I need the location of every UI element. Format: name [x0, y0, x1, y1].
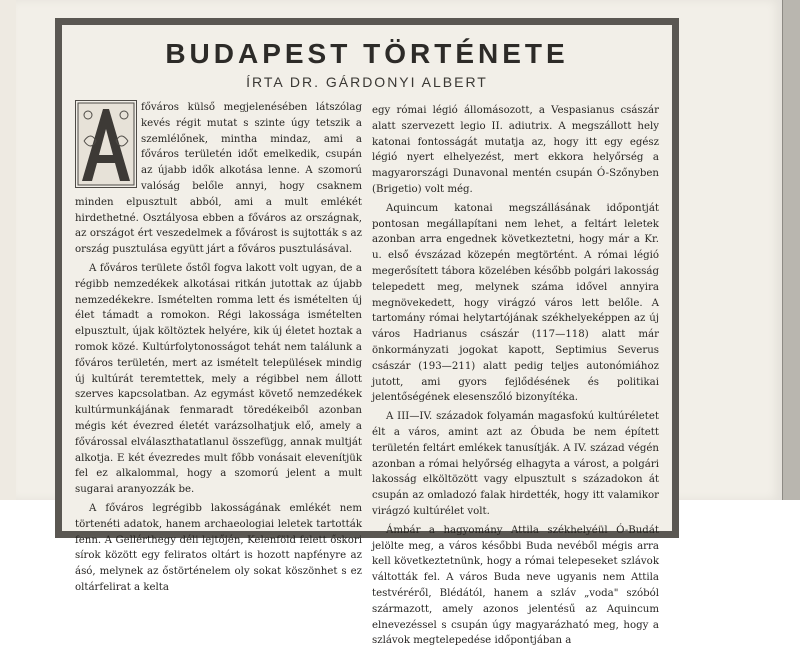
paragraph: egy római légió állomásozott, a Vespasianus császár alatt szervezett legio II. adiutrix. A megszállott hely katonai fontosságát mutatja az, hogy itt egy egész légió nyert elhelyezést, mert ekkora helyőrség a magyarországi Dunavonal mentén csupán Ó-Szőnyben (Brigetio) volt még. — [372, 105, 659, 195]
paragraph: Aquincum katonai megszállásának időpontját pontosan megállapítani nem lehet, a feltárt leletek azonban arra engednek következtetni, hogy már a Kr. u. első évszázad közepén megtörtént. A római légió megerősített tábora közelében később polgári lakosság telepedett meg, melynek száma idővel annyira megnövekedett, hogy virágzó város lett belőle. A tartomány római helytartójának székhelyeképpen az új város Hadrianus császár (117—118) alatt már önkormányzati jogokat kapott, Septimius Severus császár (193—211) alatt pedig teljes autonómiához jutott, ami gyors fejlődésének és politikai jelentőségének elesenszőló bizonyítéka. — [372, 202, 659, 404]
right-text-column — [372, 103, 659, 652]
paragraph: Ámbár a hagyomány Attila székhelyéül Ó-Budát jelölte meg, a város későbbi Buda nevéből mégis arra kell következtetnünk, hogy a római telepeseket szlávok váltották fel. A város Buda neve ugyanis nem Attila testvéréről, Blédától, hanem a szláv „voda" szóból származott, amely azonos jelentésű az Aquincum elnevezéssel s csupán úgy magyarázható meg, hogy a szlávok megtelepedése időpontjában a — [372, 524, 659, 647]
page-title: BUDAPEST TÖRTÉNETE — [165, 38, 569, 69]
author-line: ÍRTA DR. GÁRDONYI ALBERT — [246, 74, 488, 90]
ornamental-initial-A-icon — [75, 100, 137, 188]
paragraph: főváros külső megjelenésében látszólag kevés régit mutat s szinte úgy tetszik a szemlélőnek, mintha mindaz, ami a főváros területén időt emelkedik, csupán az újabb idők alkotása lenne. A szomorú valóság belőle annyi, hogy csaknem minden elpusztult abból, ami a mult emlékét hirdethetné. Osztályosa ebben a főváros az országnak, az országot ért veszedelmek a fővárost is sujtották s az ország pusztulása együtt járt a főváros pusztulásával. — [75, 102, 362, 256]
paragraph: A főváros legrégibb lakosságának emlékét nem törtenéti adatok, hanem archaeologiai leletek tartották fenn. A Gellérthegy déli lejtőjén, Kelenföld felett őskori sírok között egy feliratos oltárt is hozott napfényre az ásó, melynek az őstörténelem oly sokat köszönhet s ez oltárfelirat a kelta — [75, 502, 362, 593]
page-edge — [782, 0, 800, 500]
left-text-column — [75, 100, 362, 599]
paragraph: A III—IV. századok folyamán magasfokú kultúréletet élt a város, amint azt az Óbuda be nem épített területén feltárt emlékek tanusítják. A IV. század végén azonban a római helyőrség elhagyta a várost, a polgári lakosság elköltözött vagy elpusztult s századokon át csupán az omladozó falak hirdették, hogy itt valamikor virágzó kultúrélet volt. — [372, 411, 659, 517]
paragraph: A főváros területe őstől fogva lakott volt ugyan, de a régibb nemzedékek alkotásai ritkán jutottak az újabb nemzedékekre. Ismételten romma lett és ismételten új élet támadt a romokon. Régi lakossága ismételten elpusztult, újak költöztek helyére, kik új életet hoztak a romok közé. Kultúrfolytonosságot tehát nem találunk a főváros területén, mert az ismételt települések mindig új kultúrát teremtettek, mely a régibbel nem állott szerves kapcsolatban. Az egymást követő nemzedékek kultúrmunkájának fenmaradt töredékeiből azonban mégis két évezred életét varázsolhatjuk elő, amely a fővárossal elválaszthatatlanul összefügg, annak multját alkotja. E két évezredes mult főbb vonásait elevenítjük fel ez alkalommal, hogy a szomorú jelent a mult sugarai aranyozzák be. — [75, 262, 362, 496]
